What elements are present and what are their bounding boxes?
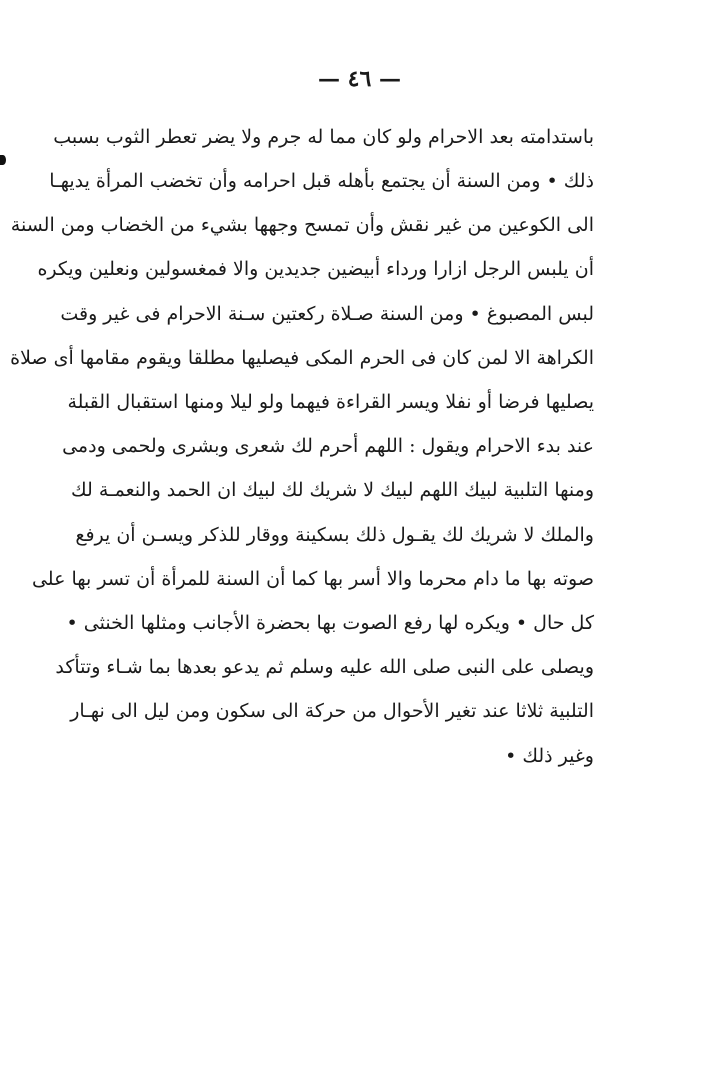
- text-line: أن يلبس الرجل ازارا ورداء أبيضين جديدين والا فمغسولين ونعلين ويكره: [37, 258, 594, 280]
- text-line: وغير ذلك •: [505, 745, 594, 767]
- text-line: ويصلى على النبى صلى الله عليه وسلم ثم يدعو بعدها بما شـاء وتتأكد: [55, 656, 594, 678]
- text-line: يصليها فرضا أو نفلا ويسر القراءة فيهما ولو ليلا ومنها استقبال القبلة: [67, 391, 594, 413]
- text-line: لبس المصبوغ • ومن السنة صـلاة ركعتين سـنة الاحرام فى غير وقت: [60, 303, 594, 325]
- page-number: — ٤٦ —: [318, 66, 401, 92]
- text-line: كل حال • ويكره لها رفع الصوت بها بحضرة الأجانب ومثلها الخنثى •: [66, 612, 594, 634]
- text-line: التلبية ثلاثا عند تغير الأحوال من حركة الى سكون ومن ليل الى نهـار: [70, 700, 594, 722]
- text-line: باستدامته بعد الاحرام ولو كان مما له جرم ولا يضر تعطر الثوب بسبب: [53, 126, 594, 148]
- text-line: الكراهة الا لمن كان فى الحرم المكى فيصليها مطلقا ويقوم مقامها أى صلاة: [10, 347, 594, 369]
- text-line: الى الكوعين من غير نقش وأن تمسح وجهها بشيء من الخضاب ومن السنة: [10, 214, 594, 236]
- text-line: صوته بها ما دام محرما والا أسر بها كما أن السنة للمرأة أن تسر بها على: [31, 568, 594, 590]
- text-line: ومنها التلبية لبيك اللهم لبيك لا شريك لك لبيك ان الحمد والنعمـة لك: [71, 479, 594, 501]
- text-line: عند بدء الاحرام ويقول : اللهم أحرم لك شعرى وبشرى ولحمى ودمى: [62, 435, 594, 457]
- text-line: ذلك • ومن السنة أن يجتمع بأهله قبل احرامه وأن تخضب المرأة يديهـا: [49, 170, 594, 192]
- text-line: والملك لا شريك لك يقـول ذلك بسكينة ووقار للذكر ويسـن أن يرفع: [75, 524, 594, 546]
